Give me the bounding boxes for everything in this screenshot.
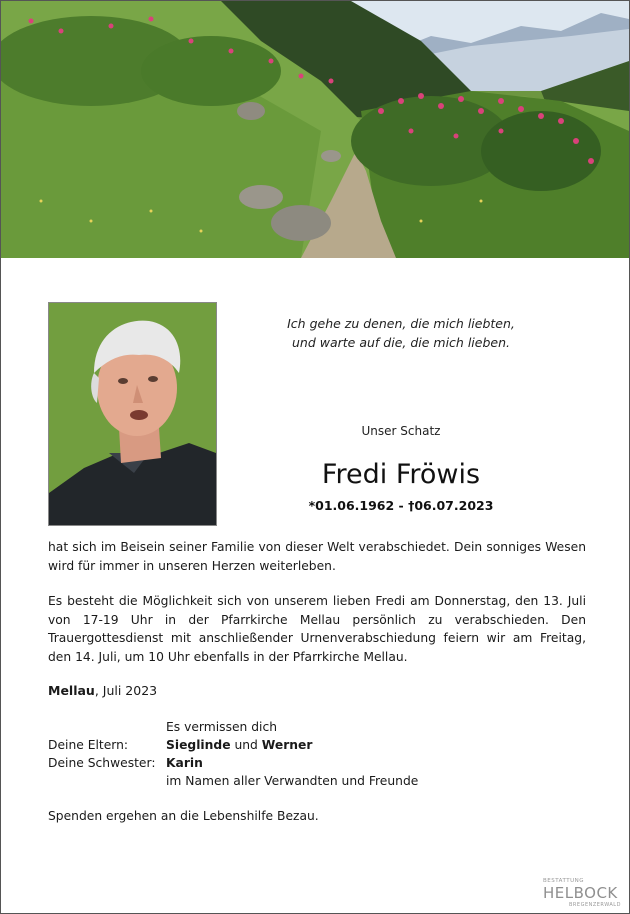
logo-big-text: HELBOCK	[543, 884, 618, 902]
mourner-label: Deine Schwester:	[48, 756, 156, 770]
mourner-names	[166, 736, 312, 754]
logo-small-text: BESTATTUNG	[543, 878, 585, 884]
name-joiner: und	[230, 738, 262, 752]
mourner-name: Werner	[261, 738, 313, 752]
ceremony-paragraph: Es besteht die Möglichkeit sich von unserem lieben Fredi am Donnerstag, den 13. Juli von 17-19 Uhr in der Pfarrkirche Mellau persönlich zu verabschieden. Den Trauergottesdienst mit anschließender Urnenverabschiedung feiern wir am Freitag, den 14. Juli, um 10 Uhr ebenfalls in der Pfarrkirche Mellau.	[48, 594, 586, 664]
portrait-illustration	[49, 303, 216, 525]
deceased-name: Fredi Fröwis	[321, 459, 481, 490]
quote-line-2: und warte auf die, die mich lieben.	[292, 335, 510, 350]
mourners-closing: im Namen aller Verwandten und Freunde	[166, 774, 419, 788]
landscape-illustration	[1, 1, 629, 258]
logo-region-text: BREGENZERWALD	[569, 902, 621, 908]
mourner-name: Karin	[166, 756, 203, 770]
date: , Juli 2023	[94, 683, 158, 698]
mourners-heading: Es vermissen dich	[166, 720, 278, 734]
quote-line-1: Ich gehe zu denen, die mich liebten,	[287, 316, 515, 331]
mountain-landscape-photo	[1, 1, 629, 258]
mourner-names	[166, 754, 203, 772]
announcement-paragraph: hat sich im Beisein seiner Familie von dieser Welt verabschiedet. Dein sonniges Wesen wird für immer in unseren Herzen weiterleben.	[48, 540, 586, 573]
mourner-label: Deine Eltern:	[48, 738, 129, 752]
memorial-quote	[231, 314, 571, 352]
donation-note: Spenden ergehen an die Lebenshilfe Bezau.	[48, 809, 319, 823]
portrait-photo	[48, 302, 217, 526]
intro-text: Unser Schatz	[361, 424, 441, 438]
place-date	[48, 683, 157, 698]
life-dates: *01.06.1962 - †06.07.2023	[308, 498, 494, 513]
funeral-home-logo	[539, 876, 627, 910]
mourner-name: Sieglinde	[166, 738, 231, 752]
place: Mellau	[48, 683, 95, 698]
